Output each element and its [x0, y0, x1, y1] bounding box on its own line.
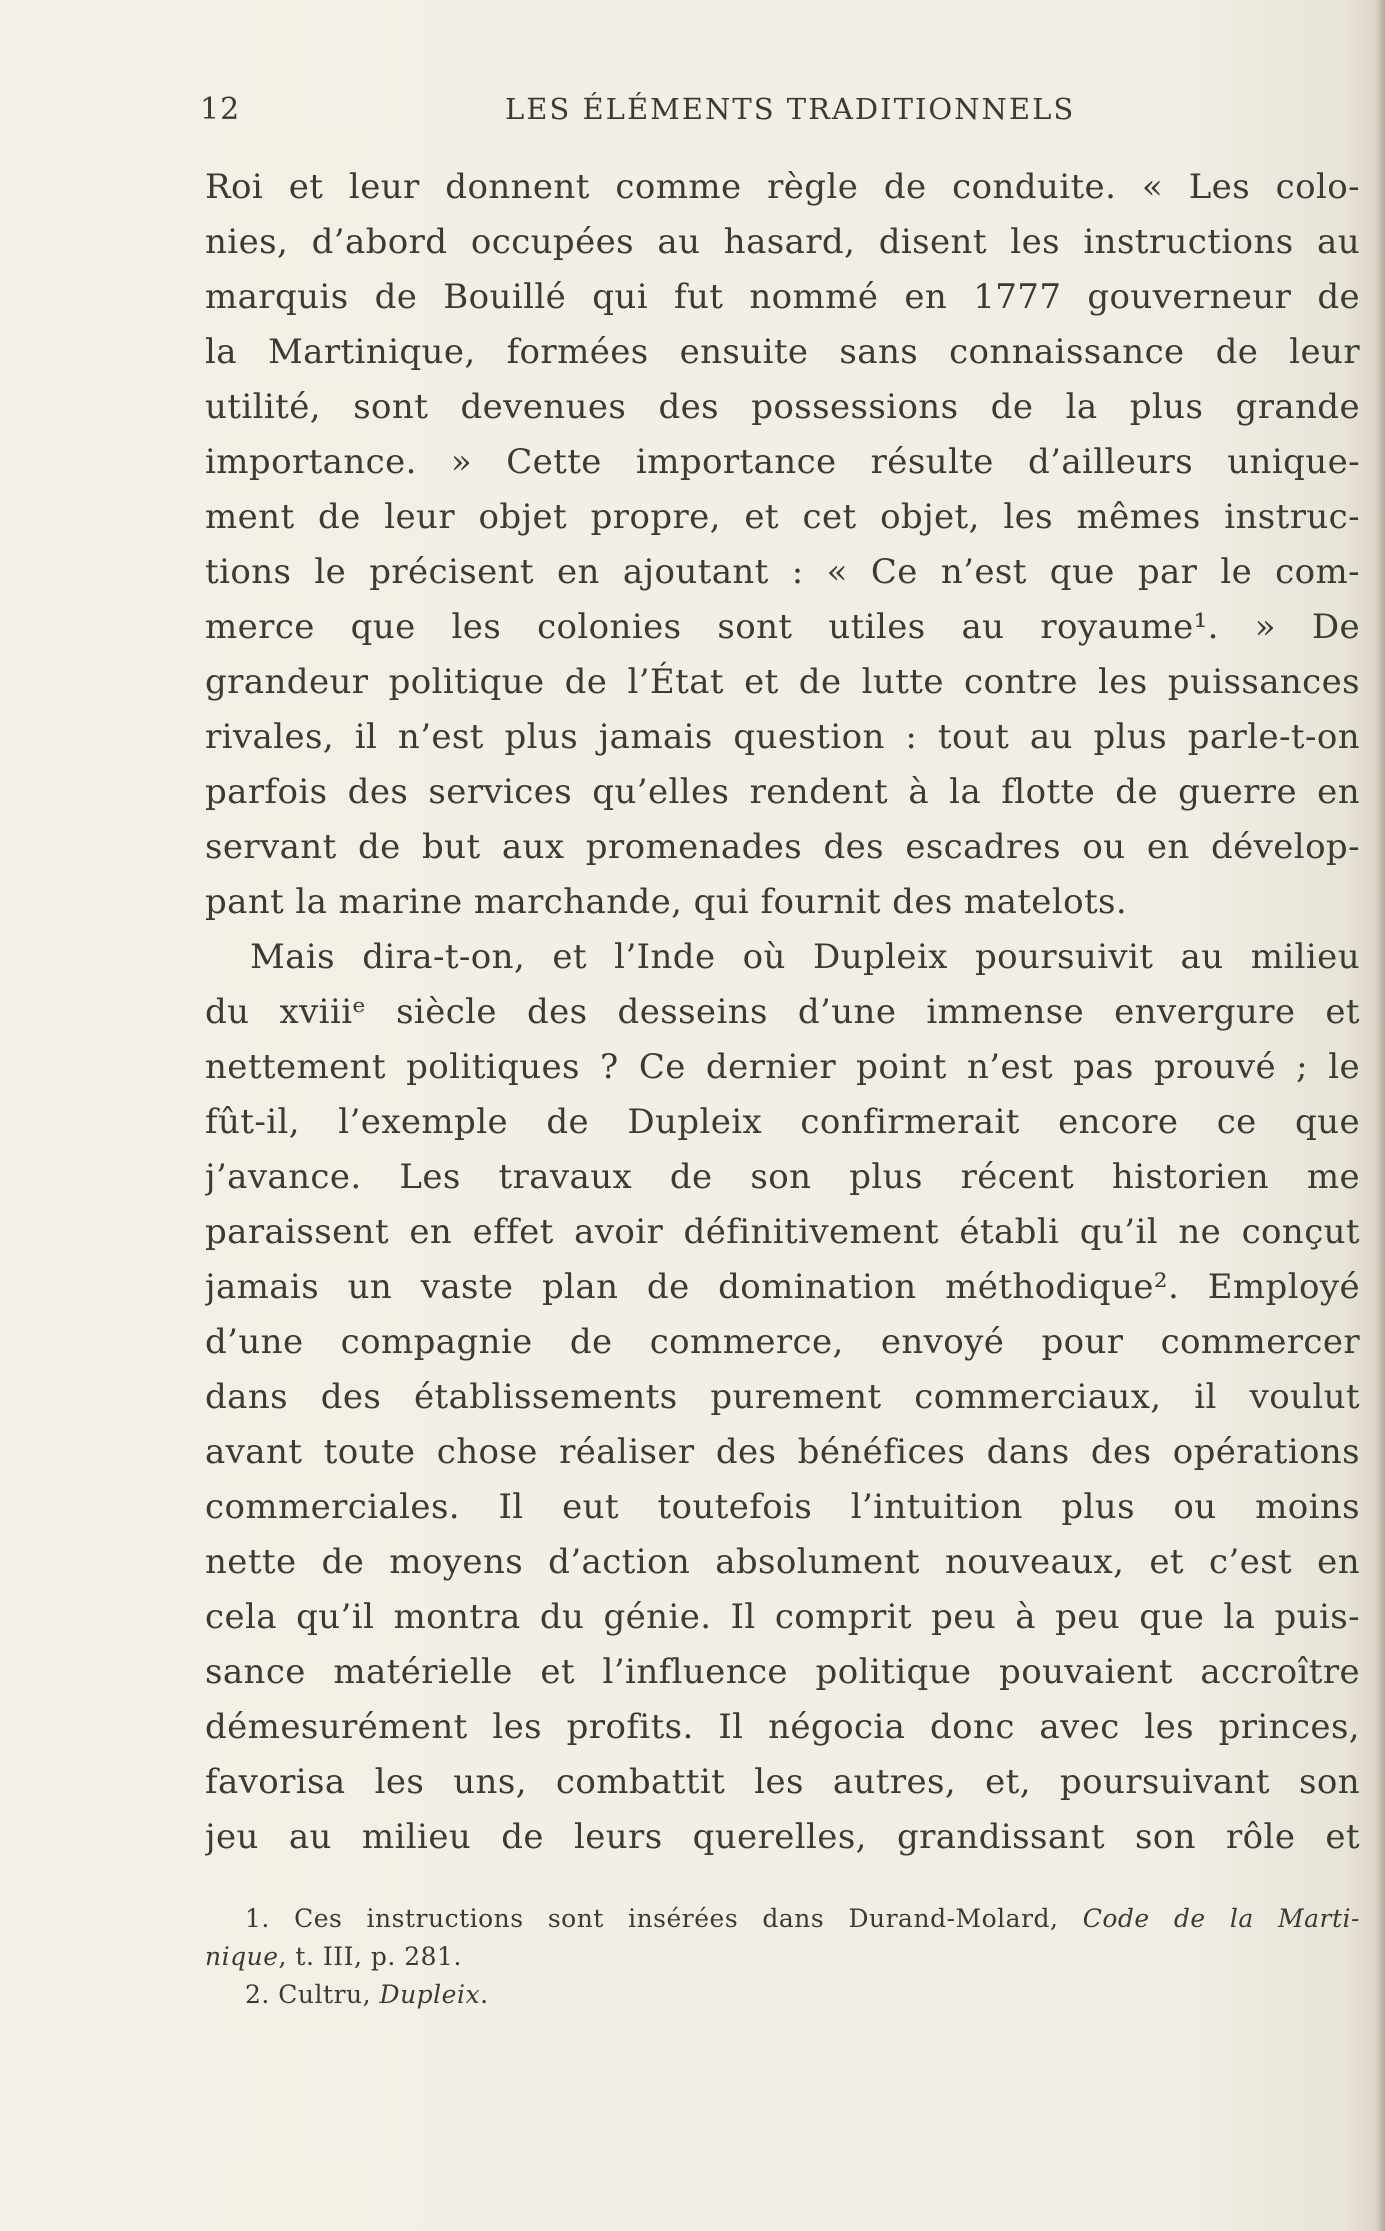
text-line: servant de but aux promenades des escadres ou en dévelop-: [205, 827, 1360, 867]
text-line: avant toute chose réaliser des bénéfices dans des opérations: [205, 1432, 1360, 1472]
footnotes: [205, 1900, 1360, 2014]
text-line: du xviiiᵉ siècle des desseins d’une immense envergure et: [205, 992, 1360, 1032]
text-line: nette de moyens d’action absolument nouveaux, et c’est en: [205, 1542, 1360, 1582]
footnote-1-title: Code de la Marti-: [1082, 1904, 1360, 1933]
text-line: importance. » Cette importance résulte d’ailleurs unique-: [205, 442, 1360, 482]
text-line: rivales, il n’est plus jamais question : tout au plus parle-t-on: [205, 717, 1360, 757]
running-title: LES ÉLÉMENTS TRADITIONNELS: [505, 92, 1076, 126]
text-line: paraissent en effet avoir définitivement établi qu’il ne conçut: [205, 1212, 1360, 1252]
footnote-2-suffix: .: [480, 1980, 489, 2009]
text-line: jeu au milieu de leurs querelles, grandissant son rôle et: [205, 1817, 1360, 1857]
text-line: démesurément les profits. Il négocia donc avec les princes,: [205, 1707, 1360, 1747]
text-line: tions le précisent en ajoutant : « Ce n’est que par le com-: [205, 552, 1360, 592]
text-line: grandeur politique de l’État et de lutte contre les puissances: [205, 662, 1360, 702]
text-line: marquis de Bouillé qui fut nommé en 1777 gouverneur de: [205, 277, 1360, 317]
text-line: d’une compagnie de commerce, envoyé pour commercer: [205, 1322, 1360, 1362]
text-line: merce que les colonies sont utiles au royaume¹. » De: [205, 607, 1360, 647]
footnote-1-title-cont: nique: [205, 1942, 279, 1971]
footnote-1-continuation: [205, 1938, 1360, 1976]
running-header: [200, 92, 1360, 132]
text-line: parfois des services qu’elles rendent à la flotte de guerre en: [205, 772, 1360, 812]
paragraph-start-line: Mais dira-t-on, et l’Inde où Dupleix poursuivit au milieu: [250, 937, 1360, 977]
paragraph-end-line: pant la marine marchande, qui fournit des matelots.: [205, 882, 1128, 922]
page-number: 12: [200, 92, 241, 127]
footnote-1-ref: , t. III, p. 281.: [278, 1942, 462, 1971]
text-line: Roi et leur donnent comme règle de conduite. « Les colo-: [205, 167, 1360, 207]
footnote-1: [205, 1900, 1360, 1938]
text-line: ment de leur objet propre, et cet objet, les mêmes instruc-: [205, 497, 1360, 537]
text-line: fût-il, l’exemple de Dupleix confirmerait encore ce que: [205, 1102, 1360, 1142]
text-line: commerciales. Il eut toutefois l’intuition plus ou moins: [205, 1487, 1360, 1527]
text-line: j’avance. Les travaux de son plus récent historien me: [205, 1157, 1360, 1197]
text-line: utilité, sont devenues des possessions de la plus grande: [205, 387, 1360, 427]
text-line: dans des établissements purement commerciaux, il voulut: [205, 1377, 1360, 1417]
text-line: favorisa les uns, combattit les autres, et, poursuivant son: [205, 1762, 1360, 1802]
body-text: [205, 160, 1360, 1865]
page-edge-shadow: [1375, 0, 1385, 2231]
footnote-1-text: 1. Ces instructions sont insérées dans Durand-Molard,: [245, 1904, 1083, 1933]
text-line: nettement politiques ? Ce dernier point n’est pas prouvé ; le: [205, 1047, 1360, 1087]
footnote-2-title: Dupleix: [379, 1980, 481, 2009]
footnote-2: [205, 1976, 1360, 2014]
text-line: sance matérielle et l’influence politique pouvaient accroître: [205, 1652, 1360, 1692]
text-line: nies, d’abord occupées au hasard, disent les instructions au: [205, 222, 1360, 262]
text-line: la Martinique, formées ensuite sans connaissance de leur: [205, 332, 1360, 372]
text-line: cela qu’il montra du génie. Il comprit peu à peu que la puis-: [205, 1597, 1360, 1637]
text-line: jamais un vaste plan de domination méthodique². Employé: [205, 1267, 1360, 1307]
footnote-2-text: 2. Cultru,: [245, 1980, 380, 2009]
